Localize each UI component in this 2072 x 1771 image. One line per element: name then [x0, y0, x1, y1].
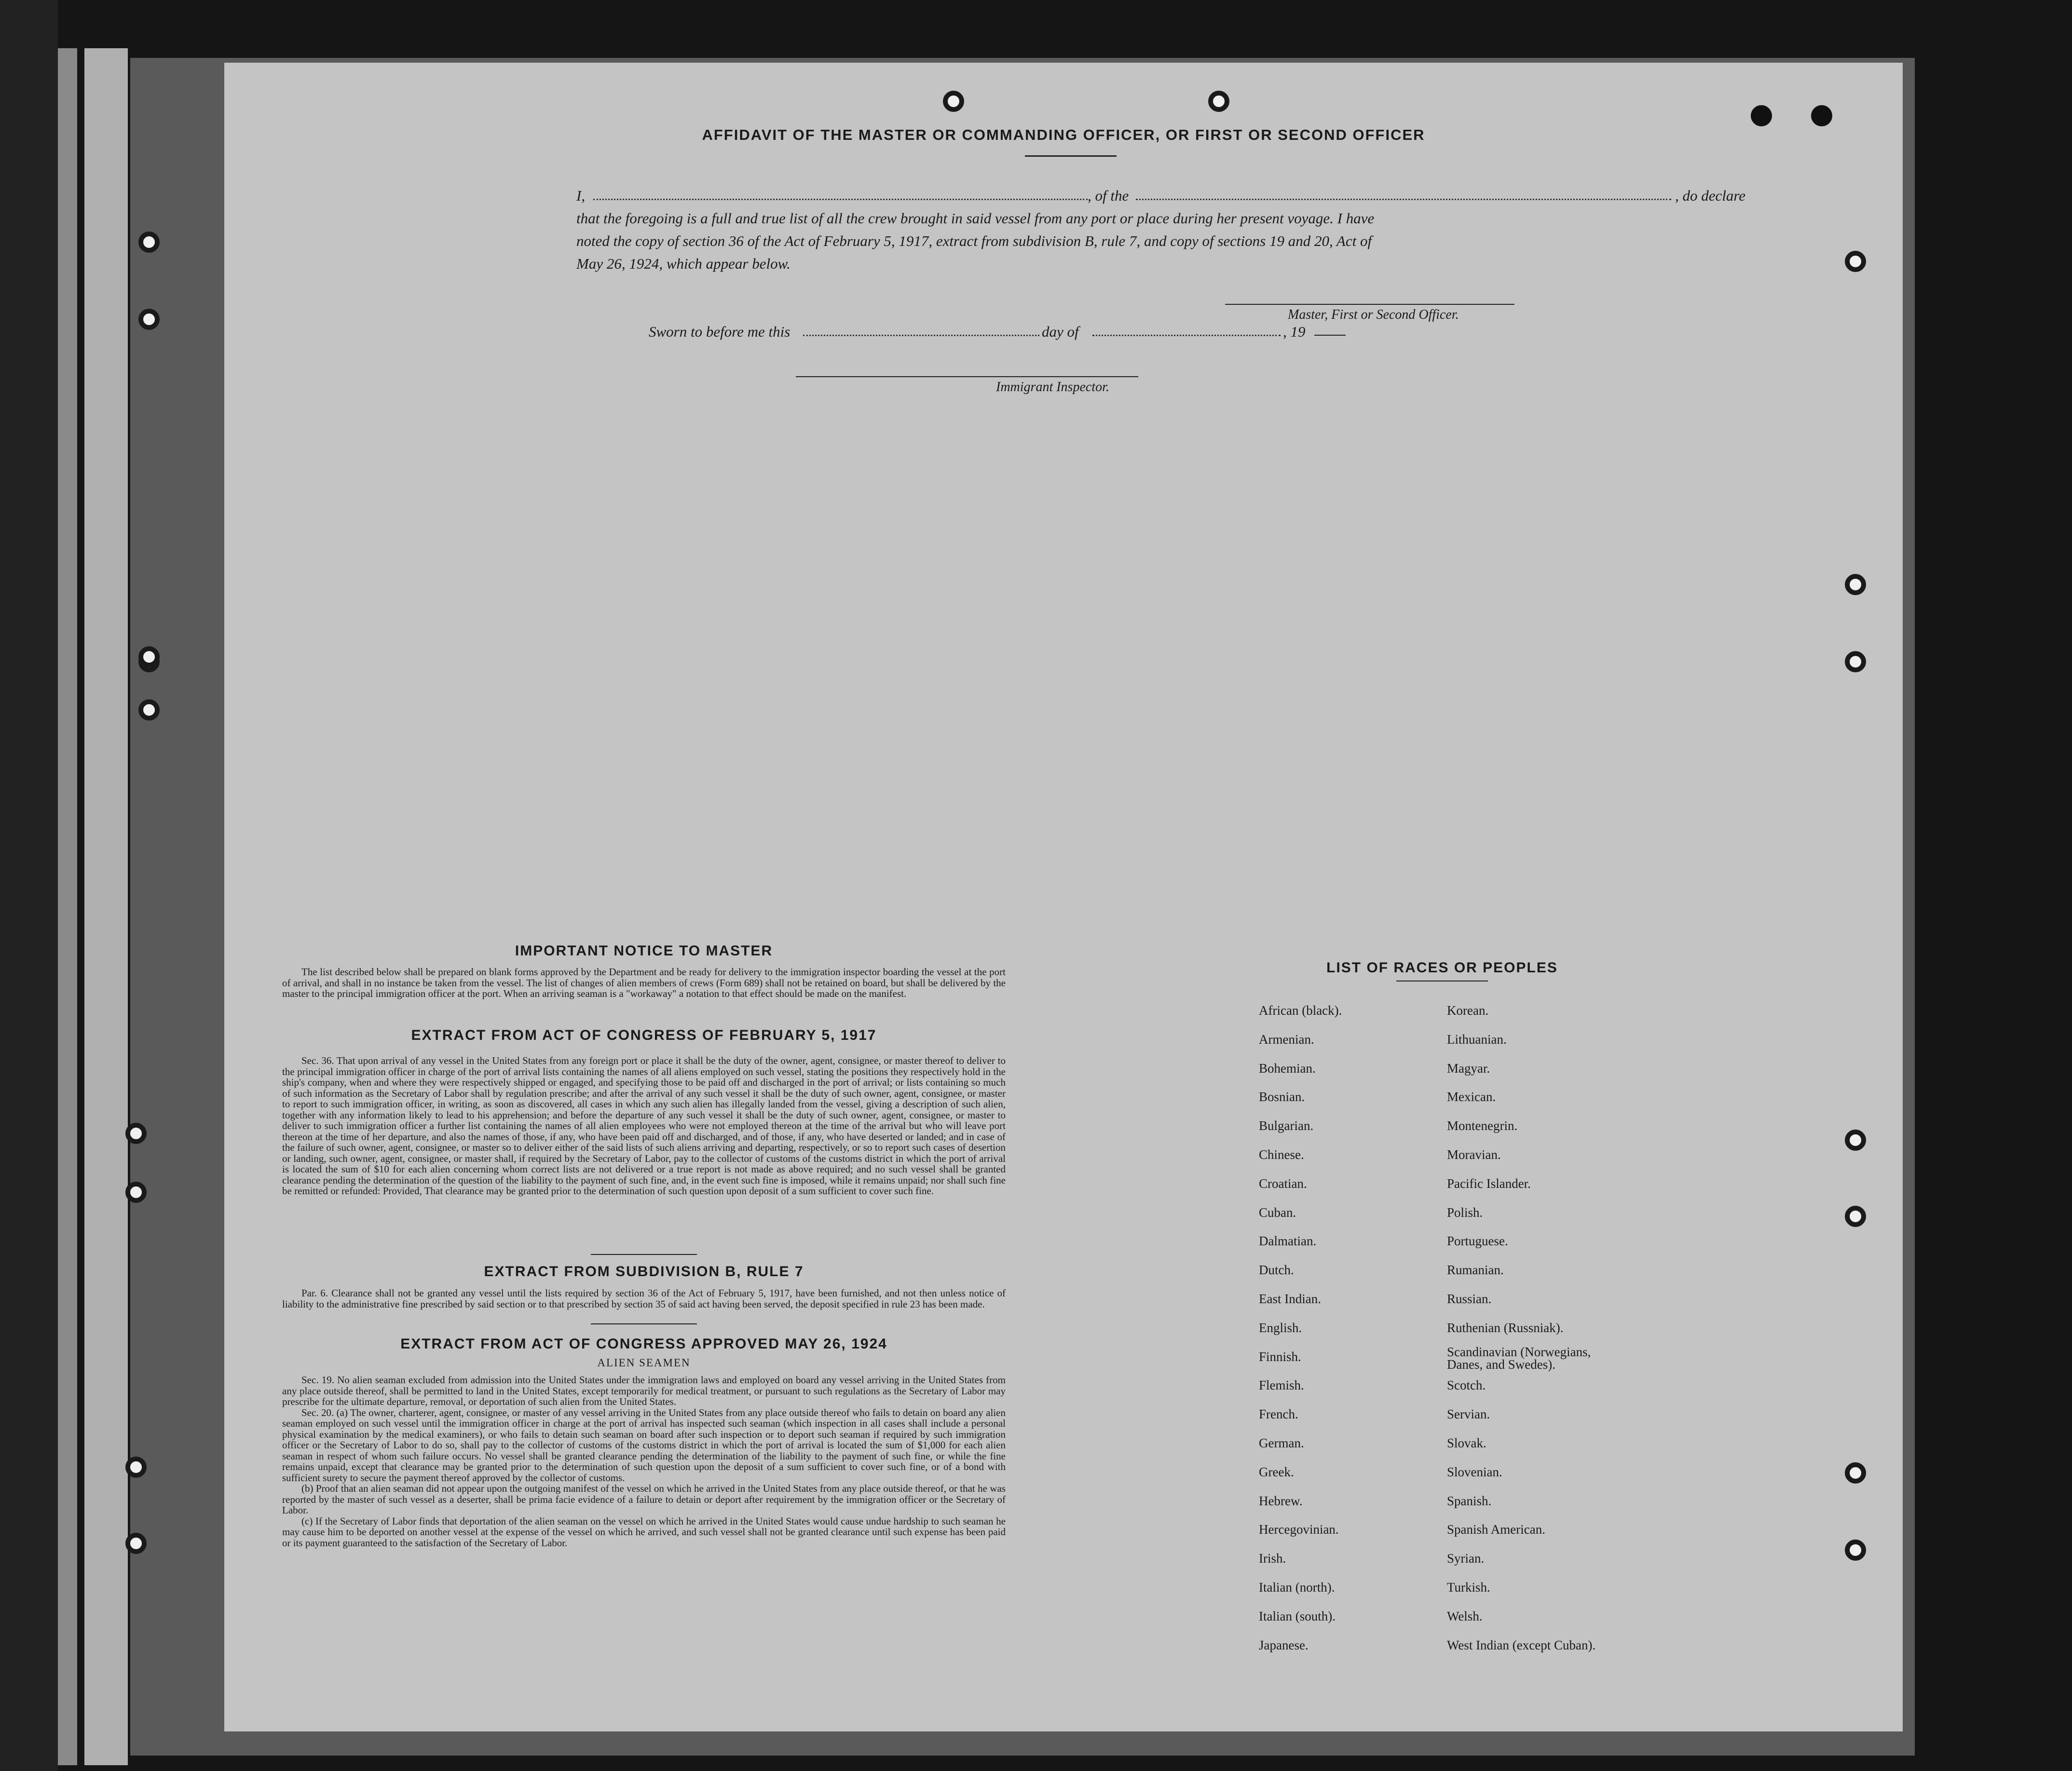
affidavit-line1-start: I,: [576, 187, 586, 204]
section-rule: [591, 1323, 697, 1324]
race-item: Armenian.: [1259, 1032, 1314, 1047]
race-item: East Indian.: [1259, 1292, 1321, 1306]
race-item: West Indian (except Cuban).: [1447, 1637, 1596, 1652]
punch-hole: [138, 646, 160, 668]
race-item: African (black).: [1259, 1003, 1342, 1018]
race-item: Italian (north).: [1259, 1580, 1335, 1594]
punch-hole: [1845, 651, 1866, 672]
punch-hole: [1845, 251, 1866, 272]
master-signature-line[interactable]: [1225, 304, 1514, 305]
race-item: Russian.: [1447, 1292, 1492, 1306]
punch-hole: [125, 1123, 147, 1144]
extract-1917-title: EXTRACT FROM ACT OF CONGRESS OF FEBRUARY 5, 1917: [411, 1027, 877, 1043]
race-item: English.: [1259, 1320, 1302, 1335]
extract-1924-subtitle: ALIEN SEAMEN: [597, 1357, 691, 1369]
inspector-caption: Immigrant Inspector.: [996, 380, 1109, 395]
extract-1924-sec20b: (b) Proof that an alien seaman did not appear upon the outgoing manifest of the vessel on which he arrived in the United States from any place outside thereof, or that he was reported by the master of such vessel as a deserter, shall be prima facie evidence of a failure to detain or deport after requirement by the immigration officer or the Secretary of Labor.: [282, 1483, 1006, 1516]
name-blank[interactable]: [593, 199, 1088, 200]
punch-hole: [125, 1457, 147, 1478]
extract-1924-sec19: Sec. 19. No alien seaman excluded from admission into the United States under the immigration laws and employed on board any vessel arriving in the United States from any place outside thereof, shall be permitted to land in the United States, except temporarily for medical treatment, or pursuant to such regulations as the Secretary of Labor may prescribe for the ultimate departure, removal, or deportation of such alien from the United States.: [282, 1374, 1006, 1407]
extract-1917-text: Sec. 36. That upon arrival of any vessel in the United States from any foreign port or place it shall be the duty of the owner, agent, consignee, or master thereof to deliver to the principal immigration officer in charge of the port of arrival lists containing the names of all aliens employed on such vessel, stating the positions they respectively hold in the ship's company, when and where they were respectively shipped or engaged, and specifying those to be paid off and discharged in the port of arrival; or lists containing so much of such information as the Secretary of Labor shall by regulation prescribe; and after the arrival of any such vessel it shall be the duty of such owner, agent, consignee, or master to report to such immigration officer, in writing, as soon as discovered, all cases in which any such alien has illegally landed from the vessel, giving a description of such alien, together with any information likely to lead to his apprehension; and before the departure of any such vessel it shall be the duty of such owner, agent, consignee, or master to deliver to such immigration officer a further list containing the names of all alien employees who were not employed thereon at the time of the arrival but who will leave port thereon at the time of her departure, and also the names of those, if any, who have been paid off and discharged, and of those, if any, who have deserted or landed; and in case of the failure of such owner, agent, consignee, or master so to deliver either of the said lists of such aliens arriving and departing, respectively, or so to report such cases of desertion or landing, such owner, agent, consignee, or master shall, if required by the Secretary of Labor, pay to the collector of customs of the customs district in which the port of arrival is located the sum of $10 for each alien concerning whom correct lists are not delivered or a true report is not made as above required; and no such vessel shall be granted clearance pending the determination of the question of the liability to the payment of such fine, and, in the event such fine is imposed, while it remains unpaid; nor shall such fine be remitted or refunded: Provided, That clearance may be granted prior to the determination of such question upon deposit of a sum sufficient to cover such fine.: [282, 1055, 1006, 1197]
section-rule: [591, 1254, 697, 1255]
master-caption: Master, First or Second Officer.: [1288, 307, 1459, 322]
race-item: Polish.: [1447, 1205, 1483, 1220]
race-item: Magyar.: [1447, 1061, 1490, 1076]
binding-strip: [58, 48, 77, 1765]
race-item: Montenegrin.: [1447, 1118, 1518, 1133]
punch-hole: [1751, 105, 1772, 126]
race-item: Scotch.: [1447, 1378, 1486, 1393]
affidavit-line2: that the foregoing is a full and true list of all the crew brought in said vessel from any port or place during her present voyage. I have: [576, 210, 1375, 227]
race-item: Syrian.: [1447, 1551, 1485, 1566]
extract-1924-sec20c: (c) If the Secretary of Labor finds that deportation of the alien seaman on the vessel on which he arrived in the United States would cause undue hardship to such seaman he may cause him to be deported on another vessel at the expense of the vessel on which he arrived, and such vessel shall not be granted clearance until such expense has been paid or its payment guaranteed to the satisfaction of the Secretary of Labor.: [282, 1515, 1006, 1549]
year-blank[interactable]: [1314, 335, 1346, 336]
punch-hole: [125, 1533, 147, 1554]
race-item: Bohemian.: [1259, 1061, 1316, 1076]
race-item: Scandinavian (Norwegians, Danes, and Swedes).: [1447, 1344, 1591, 1372]
race-item: Chinese.: [1259, 1147, 1304, 1162]
punch-hole: [138, 699, 160, 721]
race-item: Pacific Islander.: [1447, 1176, 1531, 1191]
race-item: Portuguese.: [1447, 1234, 1508, 1249]
race-item: Slovenian.: [1447, 1464, 1502, 1479]
race-item: German.: [1259, 1436, 1304, 1450]
race-item: Irish.: [1259, 1551, 1286, 1566]
race-item: Dalmatian.: [1259, 1234, 1317, 1249]
sworn-text: Sworn to before me this: [649, 323, 791, 340]
race-item: French.: [1259, 1407, 1298, 1422]
punch-hole: [1811, 105, 1832, 126]
race-item: Lithuanian.: [1447, 1032, 1507, 1047]
race-item: Ruthenian (Russniak).: [1447, 1320, 1564, 1335]
punch-hole: [125, 1182, 147, 1203]
race-item: Japanese.: [1259, 1637, 1309, 1652]
title-rule: [1025, 155, 1117, 157]
affidavit-line1-end: , do declare: [1675, 187, 1746, 204]
document-page: [224, 63, 1903, 1731]
extract-1924-title: EXTRACT FROM ACT OF CONGRESS APPROVED MAY 26, 1924: [400, 1336, 887, 1352]
punch-hole: [1845, 1462, 1866, 1484]
notice-text: The list described below shall be prepared on blank forms approved by the Department and be ready for delivery to the immigration inspector boarding the vessel at the port of arrival, and shall in no instance be taken from the vessel. The list of changes of alien members of crews (Form 689) shall not be retained on board, but shall be delivered by the master to the principal immigration officer at the port. When an arriving seaman is a "workaway" a notation to that effect should be made on the manifest.: [282, 966, 1006, 999]
race-item: Turkish.: [1447, 1580, 1490, 1594]
race-item: Croatian.: [1259, 1176, 1307, 1191]
affidavit-line4: May 26, 1924, which appear below.: [576, 255, 791, 272]
race-item: Welsh.: [1447, 1608, 1483, 1623]
rule7-title: EXTRACT FROM SUBDIVISION B, RULE 7: [484, 1264, 804, 1280]
punch-hole: [1845, 1206, 1866, 1227]
punch-hole: [1208, 91, 1229, 112]
race-item: Hebrew.: [1259, 1493, 1303, 1508]
race-item: Servian.: [1447, 1407, 1490, 1422]
punch-hole: [1845, 574, 1866, 595]
race-item: Greek.: [1259, 1464, 1294, 1479]
affidavit-line3: noted the copy of section 36 of the Act of February 5, 1917, extract from subdivision B, rule 7, and copy of sections 19 and 20, Act of: [576, 232, 1372, 249]
day-of-text: day of: [1042, 323, 1079, 340]
race-item: Hercegovinian.: [1259, 1522, 1339, 1537]
race-item: Rumanian.: [1447, 1263, 1504, 1278]
race-item: Slovak.: [1447, 1436, 1486, 1450]
sworn-day-blank[interactable]: [803, 335, 1039, 336]
race-item: Flemish.: [1259, 1378, 1304, 1393]
scan-border-left: [0, 0, 58, 1771]
rule7-text: Par. 6. Clearance shall not be granted any vessel until the lists required by section 36 of the Act of February 5, 1917, have been furnished, and not then unless notice of liability to the administrative fine prescribed by said section or to that prescribed by section 35 of said act having been served, the deposit specified in rule 23 has been made.: [282, 1287, 1006, 1310]
race-item: Moravian.: [1447, 1147, 1501, 1162]
year-text: , 19: [1283, 323, 1306, 340]
race-item: Bulgarian.: [1259, 1118, 1314, 1133]
vessel-blank[interactable]: [1136, 199, 1671, 200]
race-item: Cuban.: [1259, 1205, 1296, 1220]
punch-hole: [1845, 1130, 1866, 1151]
races-title: LIST OF RACES OR PEOPLES: [1326, 960, 1558, 976]
race-item: Italian (south).: [1259, 1608, 1336, 1623]
inspector-signature-line[interactable]: [796, 376, 1138, 377]
race-item: Spanish American.: [1447, 1522, 1545, 1537]
race-item: Spanish.: [1447, 1493, 1492, 1508]
punch-hole: [138, 232, 160, 253]
punch-hole: [1845, 1539, 1866, 1561]
race-item: Finnish.: [1259, 1349, 1301, 1364]
race-item: Dutch.: [1259, 1263, 1294, 1278]
affidavit-title: AFFIDAVIT OF THE MASTER OR COMMANDING OFFICER, OR FIRST OR SECOND OFFICER: [702, 126, 1425, 143]
extract-1924-body: [282, 1375, 1006, 1548]
race-item: Korean.: [1447, 1003, 1489, 1018]
punch-hole: [138, 309, 160, 330]
notice-title: IMPORTANT NOTICE TO MASTER: [515, 943, 773, 959]
race-item: Mexican.: [1447, 1090, 1496, 1104]
affidavit-line1-mid: , of the: [1088, 187, 1129, 204]
punch-hole: [943, 91, 964, 112]
binding-strip-2: [84, 48, 128, 1765]
extract-1924-sec20a: Sec. 20. (a) The owner, charterer, agent, consignee, or master of any vessel arriving in the United States from any place outside thereof who fails to detain on board any alien seaman employed on such vessel until the immigration officer in charge at the port of arrival has inspected such seaman (which inspection in all cases shall include a personal physical examination by the medical examiners), or who fails to detain such seaman on board after such inspection or to deport such seaman if required by such immigration officer or the Secretary of Labor to do so, shall pay to the collector of customs of the customs district in which the port of arrival is located the sum of $1,000 for each alien seaman in respect of whom such failure occurs. No vessel shall be granted clearance pending the determination of the liability to the payment of such fine, or while the fine remains unpaid, except that clearance may be granted prior to the determination of such question upon the deposit of a sum sufficient to cover such fine, or of a bond with sufficient surety to secure the payment thereof approved by the collector of customs.: [282, 1406, 1006, 1484]
sworn-month-blank[interactable]: [1092, 335, 1281, 336]
race-item: Bosnian.: [1259, 1090, 1305, 1104]
